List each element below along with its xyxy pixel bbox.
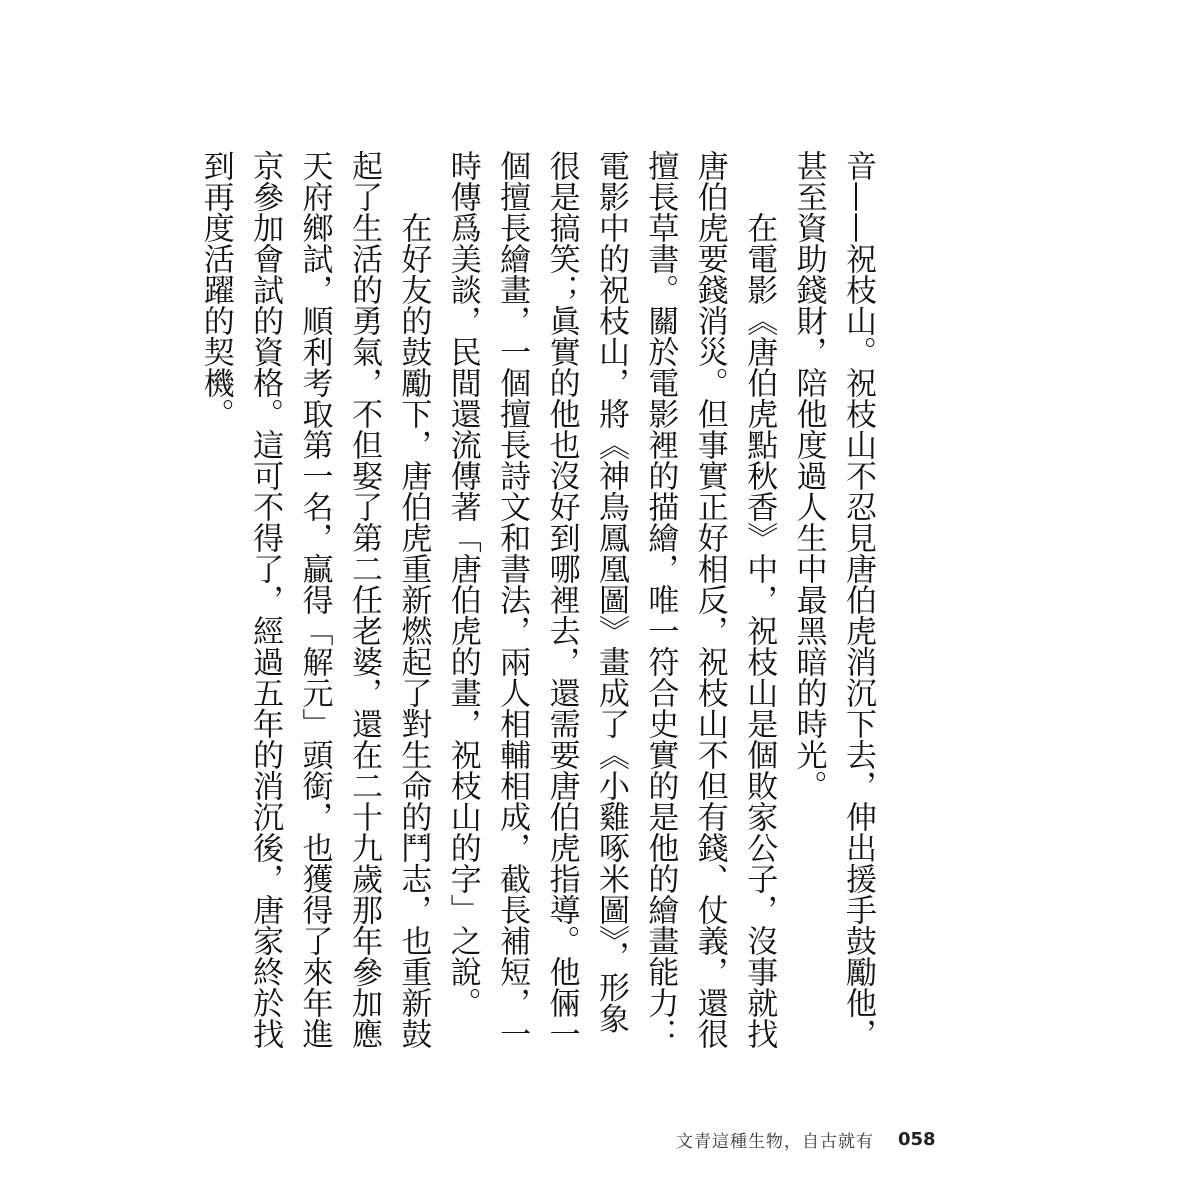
paragraph-3: 在好友的鼓勵下，唐伯虎重新燃起了對生命的鬥志，也重新鼓起了生活的勇氣，不但娶了第二任老婆，還在二十九歲那年參加應天府鄉試，順利考取第一名，贏得「解元」頭銜，也獲得了來年進京參加會試的資格。這可不得了，經過五年的消沉後，唐家終於找到再度活躍的契機。 (197, 150, 432, 1049)
page-footer (676, 1124, 936, 1154)
paragraph-2: 在電影《唐伯虎點秋香》中，祝枝山是個敗家公子，沒事就找唐伯虎要錢消災。但事實正好相反，祝枝山不但有錢、仗義，還很擅長草書。關於電影裡的描繪，唯一符合史實的是他的繪畫能力：電影中的祝枝山，將《神鳥鳳凰圖》畫成了《小雞啄米圖》，形象很是搞笑；眞實的他也沒好到哪裡去，還需要唐伯虎指導。他倆一個擅長繪畫，一個擅長詩文和書法，兩人相輔相成，截長補短，一時傳爲美談，民間還流傳著「唐伯虎的畫，祝枝山的字」之說。 (444, 150, 778, 1049)
page-number: 058 (898, 1128, 936, 1150)
body-text (197, 150, 882, 1050)
paragraph-1: 音——祝枝山。祝枝山不忍見唐伯虎消沉下去，伸出援手鼓勵他，甚至資助錢財，陪他度過人生中最黑暗的時光。 (790, 150, 876, 1049)
running-title: 文青這種生物，自古就有 (676, 1131, 874, 1152)
